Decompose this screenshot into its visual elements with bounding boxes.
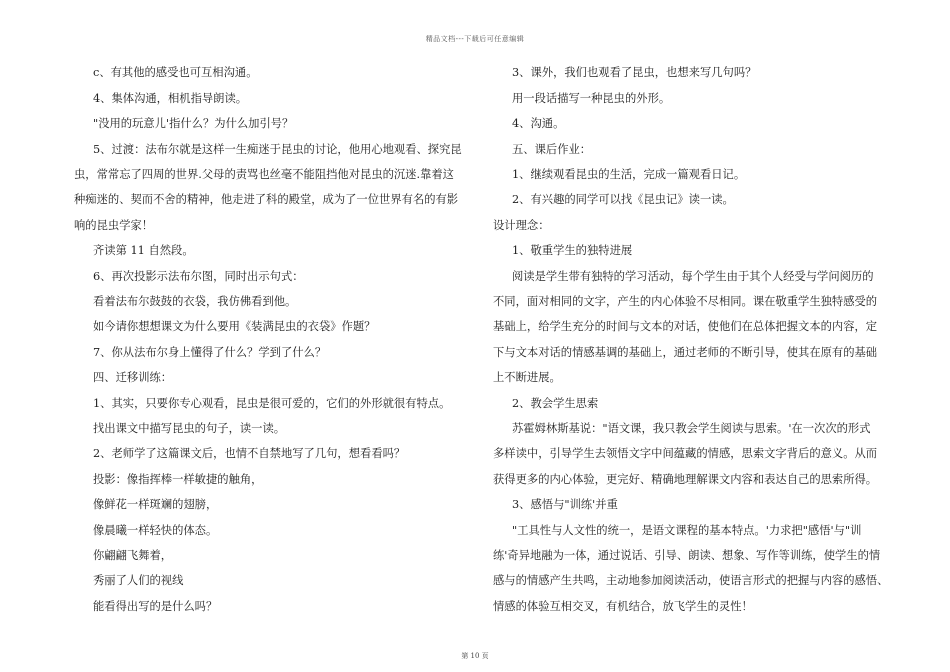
left-line: 虫，常常忘了四周的世界.父母的责骂也丝毫不能阻挡他对昆虫的沉迷.靠着这 — [74, 168, 454, 181]
left-line: 5、过渡：法布尔就是这样一生痴迷于昆虫的讨论，他用心地观看、探究昆 — [93, 143, 462, 156]
right-line: 上不断进展。 — [493, 371, 561, 384]
left-line: 能看得出写的是什么吗？ — [93, 600, 218, 613]
right-line: 阅读是学生带有独特的学习活动，每个学生由于其个人经受与学问阅历的 — [512, 270, 874, 283]
right-line: 苏霍姆林斯基说："语文课，我只教会学生阅读与思索。'在一次次的形式 — [512, 422, 871, 435]
left-line: 2、老师学了这篇课文后，也情不自禁地写了几句，想看看吗？ — [93, 447, 406, 460]
right-line: 4、沟通。 — [512, 117, 565, 130]
right-line: 3、课外，我们也观看了昆虫，也想来写几句吗？ — [512, 66, 757, 79]
left-line: c、有其他的感受也可互相沟通。 — [93, 66, 258, 79]
right-line: 下与文本对话的情感基调的基础上，通过老师的不断引导，使其在原有的基础 — [493, 346, 878, 359]
left-line: 你翩翩飞舞着， — [93, 549, 173, 562]
right-line: 3、感悟与"训练'并重 — [512, 498, 618, 511]
left-line: 看着法布尔鼓鼓的衣袋，我仿佛看到他。 — [93, 295, 297, 308]
left-line: 像晨曦一样轻快的体态。 — [93, 524, 218, 537]
right-line: 不同，面对相同的文字，产生的内心体验不尽相同。课在敬重学生独特感受的 — [493, 295, 878, 308]
left-line: 秀丽了人们的视线 — [93, 574, 184, 587]
right-line: 五、课后作业： — [512, 143, 592, 156]
left-line: "没用的玩意儿'指什么？为什么加引号？ — [93, 117, 294, 130]
left-line: 找出课文中描写昆虫的句子，读一读。 — [93, 422, 286, 435]
page-header: 精品文档---下载后可任意编辑 — [425, 35, 525, 43]
left-line: 齐读第 11 自然段。 — [93, 244, 194, 257]
page-footer: 第 10 页 — [461, 652, 489, 660]
right-line: 获得更多的内心体验，更完好、精确地理解课文内容和表达自己的思索所得。 — [493, 473, 878, 486]
right-line: 2、有兴趣的同学可以找《昆虫记》读一读。 — [512, 193, 734, 206]
right-line: 基础上，给学生充分的时间与文本的对话，使他们在总体把握文本的内容，定 — [493, 320, 878, 333]
right-line: 用一段话描写一种昆虫的外形。 — [512, 92, 671, 105]
right-line: 1、继续观看昆虫的生活，完成一篇观看日记。 — [512, 168, 746, 181]
right-line: 感与的情感产生共鸣，主动地参加阅读活动，使语言形式的把握与内容的感悟、 — [493, 574, 889, 587]
left-line: 7、你从法布尔身上懂得了什么？学到了什么？ — [93, 346, 327, 359]
right-line: 练'奇异地融为一体，通过说话、引导、朗读、想象、写作等训练，使学生的情 — [493, 549, 881, 562]
left-line: 6、再次投影示法布尔图，同时出示句式： — [93, 270, 304, 283]
left-line: 响的昆虫学家！ — [74, 219, 154, 232]
right-line: 1、敬重学生的独特进展 — [512, 244, 633, 257]
left-line: 4、集体沟通，相机指导朗读。 — [93, 92, 248, 105]
left-line: 四、迁移训练： — [93, 371, 173, 384]
left-line: 1、其实，只要你专心观看，昆虫是很可爱的，它们的外形就很有特点。 — [93, 397, 451, 410]
left-line: 如今请你想想课文为什么要用《装满昆虫的衣袋》作题？ — [93, 320, 376, 333]
left-line: 像鲜花一样斑斓的翅膀， — [93, 498, 218, 511]
right-line: 情感的体验互相交叉，有机结合，放飞学生的灵性！ — [493, 600, 753, 613]
right-line: 多样读中，引导学生去领悟文字中间蕴藏的情感，思索文字背后的意义。从而 — [493, 447, 878, 460]
left-line: 投影：像指挥棒一样敏捷的触角， — [93, 473, 263, 486]
right-line: 设计理念： — [493, 219, 550, 232]
right-line: 2、教会学生思索 — [512, 397, 599, 410]
left-line: 种痴迷的、契而不舍的精神，他走进了科的殿堂，成为了一位世界有名的有影 — [74, 193, 459, 206]
right-line: "工具性与人文性的统一，是语文课程的基本特点。'力求把"感悟'与"训 — [512, 524, 862, 537]
